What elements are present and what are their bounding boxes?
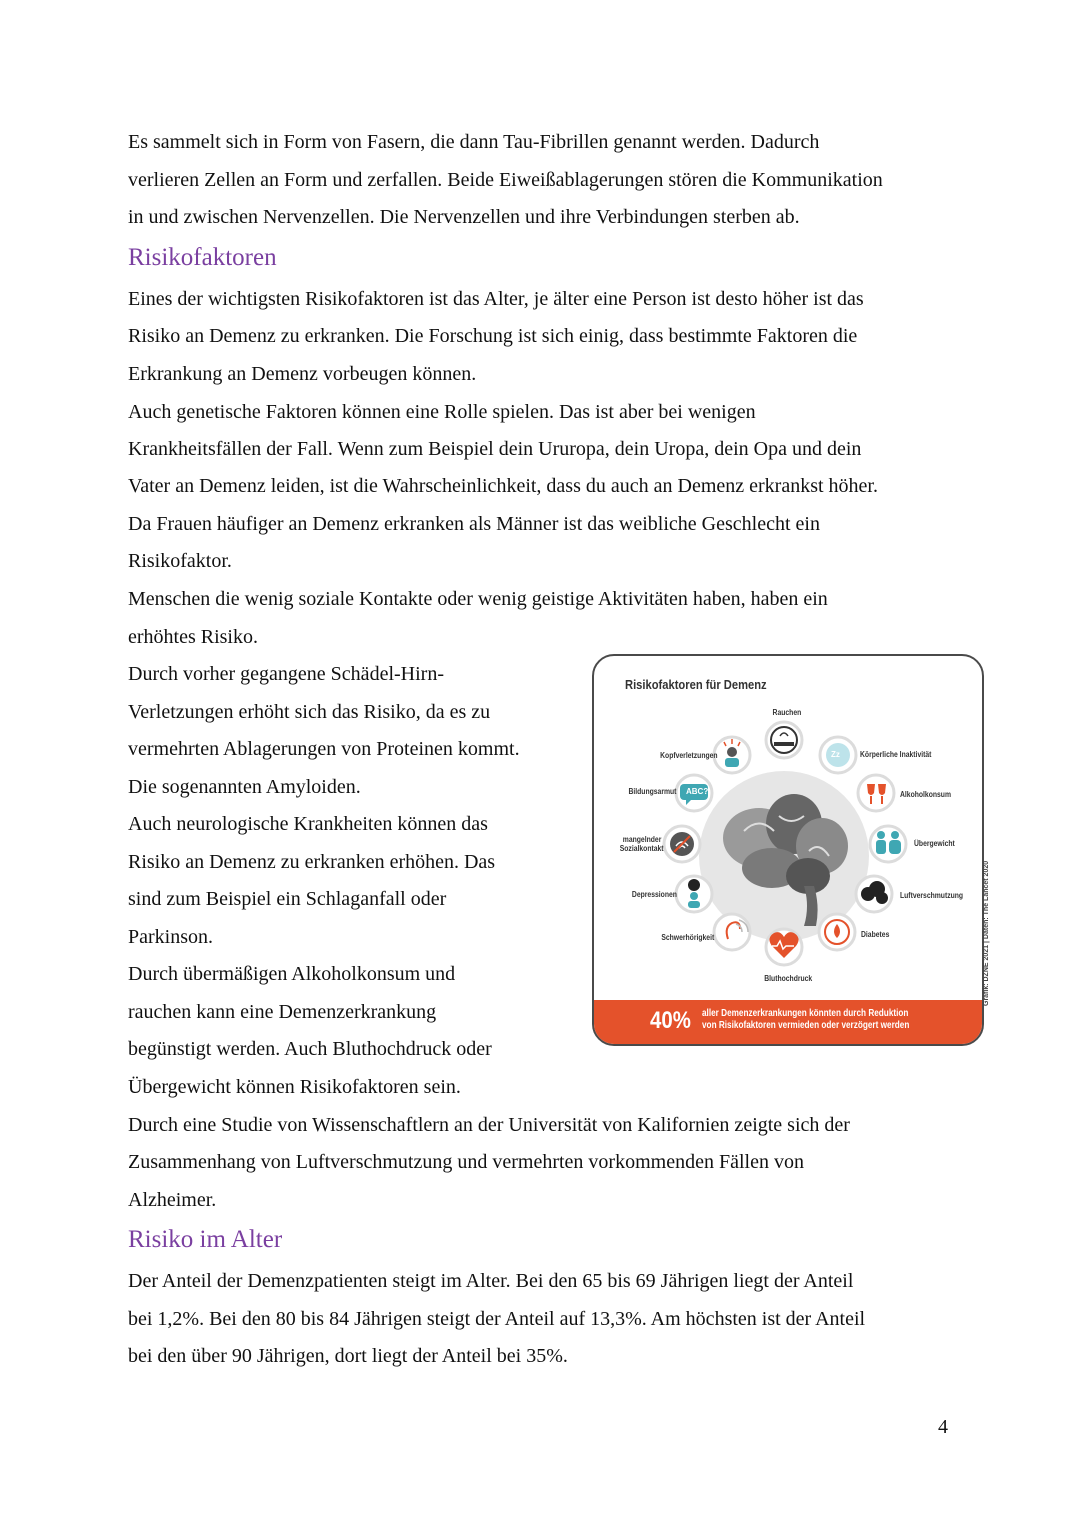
page-number: 4 bbox=[938, 1416, 948, 1438]
label-rauchen: Rauchen bbox=[772, 708, 802, 717]
body-text-line: Es sammelt sich in Form von Fasern, die dann Tau-Fibrillen genannt werden. Dadurch bbox=[128, 131, 820, 153]
label-sozialkontakt-1: mangelnder bbox=[622, 835, 662, 844]
body-text-line: Eines der wichtigsten Risikofaktoren ist das Alter, je älter eine Person ist desto höher ist das bbox=[128, 288, 864, 310]
label-diabetes: Diabetes bbox=[861, 930, 890, 939]
body-text-line: Erkrankung an Demenz vorbeugen können. bbox=[128, 363, 477, 385]
section-heading-risikofaktoren: Risikofaktoren bbox=[128, 244, 277, 271]
percent-value: 40% bbox=[650, 1007, 691, 1034]
body-text-line: Durch eine Studie von Wissenschaftlern an der Universität von Kalifornien zeigte sich der bbox=[128, 1114, 850, 1136]
label-alkohol: Alkoholkonsum bbox=[900, 790, 952, 799]
body-text-line: bei 1,2%. Bei den 80 bis 84 Jährigen steigt der Anteil auf 13,3%. Am höchsten ist der Anteil bbox=[128, 1308, 866, 1330]
hearing-icon-bg bbox=[714, 914, 750, 950]
body-text-line: Vater an Demenz leiden, ist die Wahrscheinlichkeit, dass du auch an Demenz erkrankst höher. bbox=[128, 475, 878, 497]
body-text-line: sind zum Beispiel ein Schlaganfall oder bbox=[128, 888, 447, 910]
body-text-line: Der Anteil der Demenzpatienten steigt im Alter. Bei den 65 bis 69 Jährigen liegt der Anteil bbox=[128, 1270, 854, 1292]
body-text-line: Alzheimer. bbox=[128, 1189, 217, 1211]
label-sozialkontakt-2: Sozialkontakt bbox=[619, 844, 664, 853]
body-text-line: in und zwischen Nervenzellen. Die Nervenzellen und ihre Verbindungen sterben ab. bbox=[128, 206, 800, 228]
footer-line-1: aller Demenzerkrankungen könnten durch Reduktion bbox=[702, 1008, 909, 1019]
body-text-line: Übergewicht können Risikofaktoren sein. bbox=[128, 1076, 461, 1098]
section-heading-risiko-im-alter: Risiko im Alter bbox=[128, 1226, 283, 1253]
risk-factors-infographic bbox=[592, 654, 990, 1046]
body-text-line: Auch neurologische Krankheiten können das bbox=[128, 813, 488, 835]
infographic-title: Risikofaktoren für Demenz bbox=[625, 677, 767, 692]
label-bildungsarmut: Bildungsarmut bbox=[628, 787, 677, 796]
body-text-line: Da Frauen häufiger an Demenz erkranken als Männer ist das weibliche Geschlecht ein bbox=[128, 513, 820, 535]
body-text-line: Auch genetische Faktoren können eine Rolle spielen. Das ist aber bei wenigen bbox=[128, 401, 756, 423]
body-text-line: Durch vorher gegangene Schädel-Hirn- bbox=[128, 663, 444, 685]
abc-label: ABC? bbox=[686, 787, 709, 796]
body-text-line: Risikofaktor. bbox=[128, 550, 232, 572]
body-text-line: rauchen kann eine Demenzerkrankung bbox=[128, 1001, 437, 1023]
body-text-line: begünstigt werden. Auch Bluthochdruck oder bbox=[128, 1038, 492, 1060]
label-kopfverletzungen: Kopfverletzungen bbox=[660, 751, 718, 760]
zzz-label: Zz bbox=[831, 750, 840, 759]
label-depressionen: Depressionen bbox=[631, 890, 677, 899]
label-luftverschmutzung: Luftverschmutzung bbox=[900, 891, 964, 900]
body-text-line: Parkinson. bbox=[128, 926, 213, 948]
body-text-line: Verletzungen erhöht sich das Risiko, da es zu bbox=[128, 701, 491, 723]
label-schwerhoerigkeit: Schwerhörigkeit bbox=[661, 933, 715, 942]
body-text-line: Menschen die wenig soziale Kontakte oder wenig geistige Aktivitäten haben, haben ein bbox=[128, 588, 828, 610]
alcohol-icon-bg bbox=[858, 775, 894, 811]
infographic-footer bbox=[594, 1000, 982, 1044]
body-text-line: Krankheitsfällen der Fall. Wenn zum Beispiel dein Ururopa, dein Uropa, dein Opa und dein bbox=[128, 438, 862, 460]
body-text-line: bei den über 90 Jährigen, dort liegt der Anteil bei 35%. bbox=[128, 1345, 568, 1367]
body-text-line: verlieren Zellen an Form und zerfallen. Beide Eiweißablagerungen stören die Kommunikation bbox=[128, 169, 883, 191]
body-text-line: Risiko an Demenz zu erkranken erhöhen. Das bbox=[128, 851, 496, 873]
body-text-line: erhöhtes Risiko. bbox=[128, 626, 258, 648]
infographic-credit: Grafik: DZNE 2021 | Daten: The Lancet 2020 bbox=[983, 860, 990, 1006]
label-inaktivitaet: Körperliche Inaktivität bbox=[860, 750, 932, 759]
wifi-icon bbox=[670, 832, 694, 856]
body-text-line: Risiko an Demenz zu erkranken. Die Forschung ist sich einig, dass bestimmte Faktoren die bbox=[128, 325, 858, 347]
body-text-line: Zusammenhang von Luftverschmutzung und vermehrten vorkommenden Fällen von bbox=[128, 1151, 804, 1173]
body-text-line: vermehrten Ablagerungen von Proteinen kommt. bbox=[128, 738, 520, 760]
label-uebergewicht: Übergewicht bbox=[914, 839, 955, 848]
footer-text bbox=[702, 1008, 909, 1032]
body-text-line: Durch übermäßigen Alkoholkonsum und bbox=[128, 963, 456, 985]
footer-line-2: von Risikofaktoren vermieden oder verzögert werden bbox=[702, 1020, 910, 1031]
body-text-line: Die sogenannten Amyloiden. bbox=[128, 776, 361, 798]
label-bluthochdruck: Bluthochdruck bbox=[764, 974, 813, 983]
